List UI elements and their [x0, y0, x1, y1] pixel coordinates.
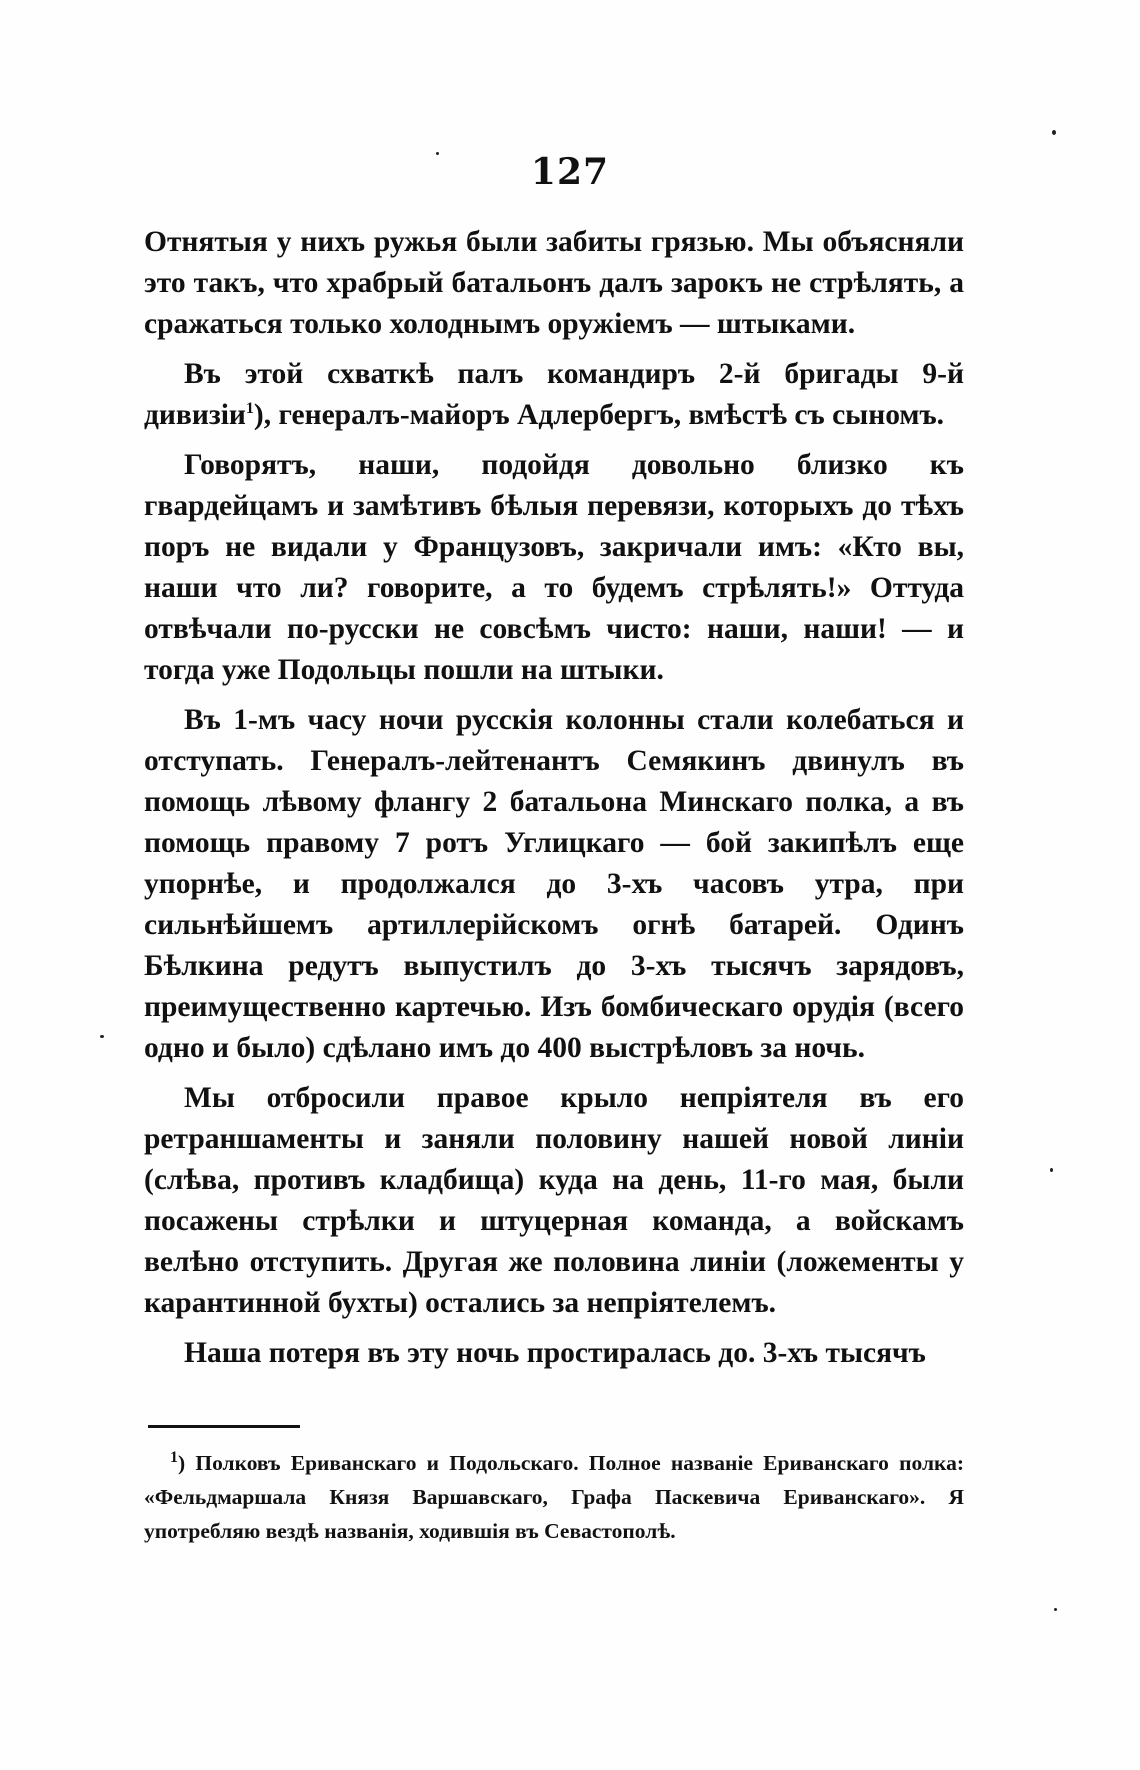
- paragraph-1: Отнятыя у нихъ ружья были забиты грязью. Мы объясняли это такъ, что храбрый батальонъ далъ зарокъ не стрѣлять, а сражаться только холоднымъ оружіемъ — штыками.: [144, 226, 964, 340]
- paragraph-2: [144, 354, 964, 436]
- footnote-mark: 1: [170, 1448, 178, 1466]
- paragraph-4: Въ 1-мъ часу ночи русскія колонны стали колебаться и отступать. Генералъ-лейтенантъ Семякинъ двинулъ въ помощь лѣвому флангу 2 батальона Минскаго полка, а въ помощь правому 7 ротъ Углицкаго — бой закипѣлъ еще упорнѣе, и продолжался до 3-хъ часовъ утра, при сильнѣйшемъ артиллерійскомъ огнѣ батарей. Одинъ Бѣлкина редутъ выпустилъ до 3-хъ тысячъ зарядовъ, преимущественно картечью. Изъ бомбическаго орудія (всего одно и было) сдѣлано имъ до 400 выстрѣловъ за ночь.: [144, 704, 964, 1064]
- print-speck: [100, 1035, 104, 1038]
- body-text: [144, 222, 964, 1374]
- footnote-divider: [148, 1425, 300, 1428]
- page-number: 127: [530, 151, 610, 193]
- print-speck: [436, 152, 439, 155]
- footnote-text: ) Полковъ Ериванскаго и Подольскаго. Полное названіе Ериванскаго полка: «Фельдмаршала Князя Варшавскаго, Графа Паскевича Ериванскаго». Я употребляю вездѣ названія, ходившія въ Севастополѣ.: [144, 1451, 964, 1543]
- print-speck: [1054, 1608, 1057, 1611]
- paragraph-3: Говорятъ, наши, подойдя довольно близко къ гвардейцамъ и замѣтивъ бѣлыя перевязи, которыхъ до тѣхъ поръ не видали у Французовъ, закричали имъ: «Кто вы, наши что ли? говорите, а то будемъ стрѣлять!» Оттуда отвѣчали по-русски не совсѣмъ чисто: наши, наши! — и тогда уже Подольцы пошли на штыки.: [144, 449, 964, 686]
- paragraph-2-text-before-mark: Въ этой схваткѣ палъ командиръ 2-й бригады 9-й дивизіи: [144, 358, 964, 431]
- print-speck: [1052, 130, 1056, 135]
- print-speck: [1050, 1168, 1053, 1172]
- paragraph-2-text-after-mark: ), генералъ-майоръ Адлербергъ, вмѣстѣ съ сыномъ.: [253, 399, 945, 431]
- footnote: [144, 1446, 964, 1548]
- paragraph-5: Мы отбросили правое крыло непріятеля въ его ретраншаменты и заняли половину нашей новой линіи (слѣва, противъ кладбища) куда на день, 11-го мая, были посажены стрѣлки и штуцерная команда, а войскамъ велѣно отступить. Другая же половина линіи (ложементы у карантинной бухты) остались за непріятелемъ.: [144, 1082, 964, 1319]
- footnote-reference-mark: 1: [245, 400, 254, 418]
- paragraph-6: Наша потеря въ эту ночь простиралась до. 3-хъ тысячъ: [184, 1337, 926, 1369]
